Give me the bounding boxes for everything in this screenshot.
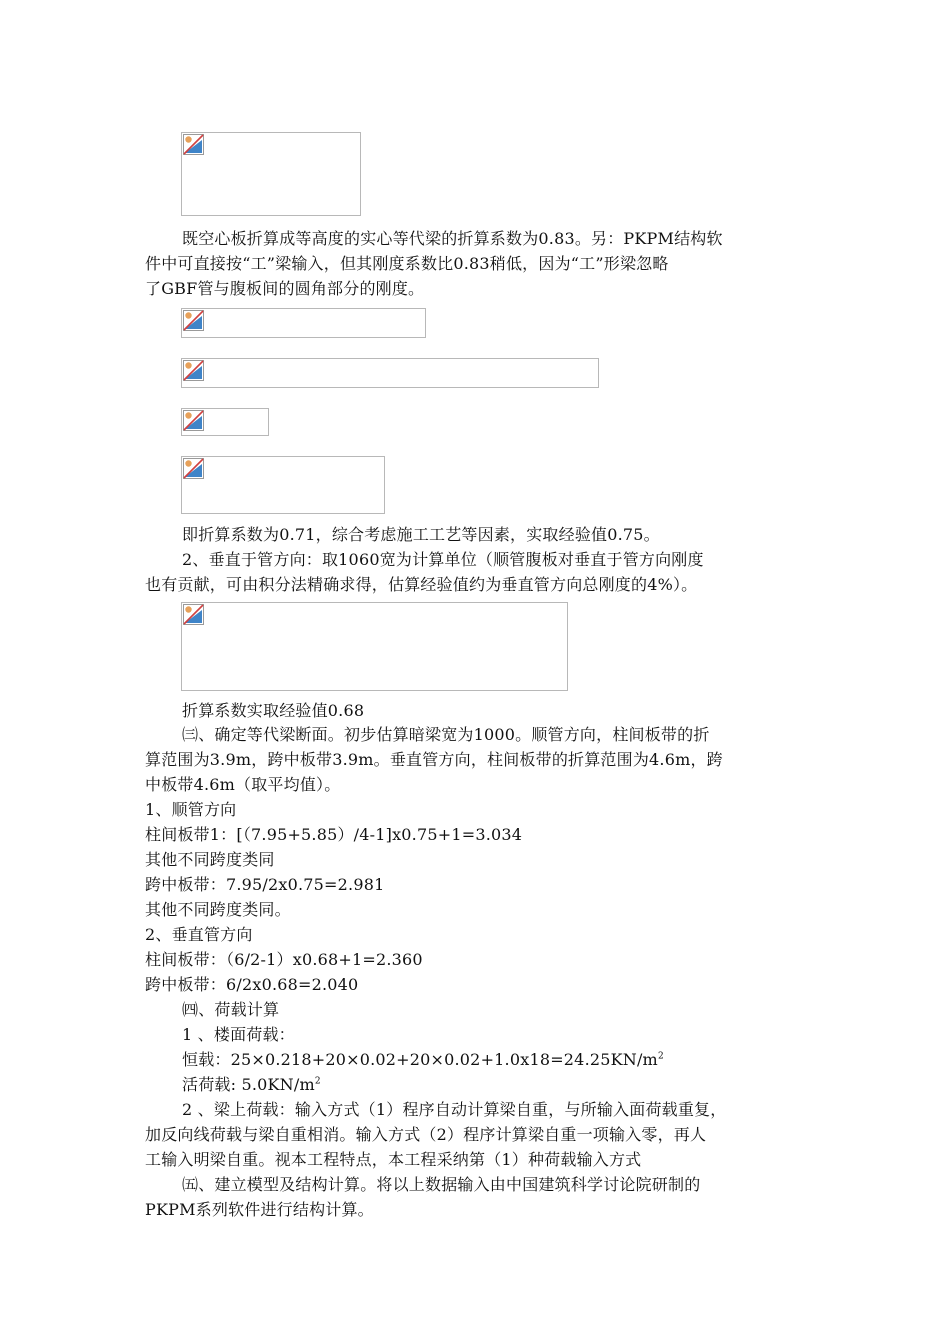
image-placeholder-3 (181, 358, 599, 388)
broken-image-icon (183, 310, 205, 332)
formula-line: 跨中板带：7.95/2x0.75=2.981 (145, 875, 385, 894)
broken-image-icon (183, 458, 205, 480)
live-load-text: 活荷载: 5.0KN/m (182, 1075, 315, 1094)
subheading: 2、垂直管方向 (145, 925, 253, 944)
paragraph-line: 即折算系数为0.71，综合考虑施工工艺等因素，实取经验值0.75。 (182, 525, 660, 544)
superscript: 2 (314, 1076, 321, 1087)
dead-load-text: 恒载：25×0.218+20×0.02+20×0.02+1.0x18=24.25KN/m (182, 1050, 658, 1069)
formula-line (182, 1047, 847, 1072)
paragraph-line: 折算系数实取经验值0.68 (182, 701, 365, 720)
paragraph-line: 算范围为3.9m，跨中板带3.9m。垂直管方向，柱间板带的折算范围为4.6m，跨 (145, 750, 723, 769)
image-placeholder-2 (181, 308, 426, 338)
formula-line: 柱间板带：（6/2-1）x0.68+1=2.360 (145, 950, 423, 969)
formula-line: 跨中板带：6/2x0.68=2.040 (145, 975, 359, 994)
paragraph-line: 工输入明梁自重。视本工程特点，本工程采纳第（1）种荷载输入方式 (145, 1150, 642, 1169)
image-placeholder-5 (181, 456, 385, 514)
subheading: 1、顺管方向 (145, 800, 237, 819)
broken-image-icon (183, 134, 205, 156)
image-placeholder-1 (181, 132, 361, 216)
paragraph-line: 了GBF管与腹板间的圆角部分的刚度。 (145, 279, 425, 298)
paragraph-line: 中板带4.6m（取平均值）。 (145, 775, 341, 794)
superscript: 2 (657, 1051, 664, 1062)
subheading: 1 、楼面荷载： (182, 1025, 295, 1044)
formula-line: 柱间板带1：[（7.95+5.85）/4-1]x0.75+1=3.034 (145, 825, 523, 844)
paragraph-line: 2 、梁上荷载：输入方式（1）程序自动计算梁自重，与所输入面荷载重复， (182, 1100, 727, 1119)
paragraph-line: 也有贡献，可由积分法精确求得，估算经验值约为垂直管方向总刚度的4%）。 (145, 575, 698, 594)
section-heading: ㈤、建立模型及结构计算。将以上数据输入由中国建筑科学讨论院研制的 (182, 1175, 701, 1194)
paragraph-line: 件中可直接按“工”梁输入，但其刚度系数比0.83稍低，因为“工”形梁忽略 (145, 254, 669, 273)
paragraph-line: 加反向线荷载与梁自重相消。输入方式（2）程序计算梁自重一项输入零，再人 (145, 1125, 707, 1144)
broken-image-icon (183, 410, 205, 432)
section-heading: ㈢、确定等代梁断面。初步估算暗梁宽为1000。顺管方向，柱间板带的折 (182, 725, 710, 744)
paragraph-line: 2、垂直于管方向：取1060宽为计算单位（顺管腹板对垂直于管方向刚度 (182, 550, 704, 569)
paragraph-line: 其他不同跨度类同 (145, 850, 275, 869)
broken-image-icon (183, 604, 205, 626)
paragraph-line: 既空心板折算成等高度的实心等代梁的折算系数为0.83。另：PKPM结构软 (182, 229, 723, 248)
broken-image-icon (183, 360, 205, 382)
image-placeholder-4 (181, 408, 269, 436)
paragraph-line: PKPM系列软件进行结构计算。 (145, 1200, 374, 1219)
formula-line (182, 1072, 847, 1097)
paragraph-line: 其他不同跨度类同。 (145, 900, 291, 919)
image-placeholder-6 (181, 602, 568, 691)
section-heading: ㈣、荷载计算 (182, 1000, 280, 1019)
